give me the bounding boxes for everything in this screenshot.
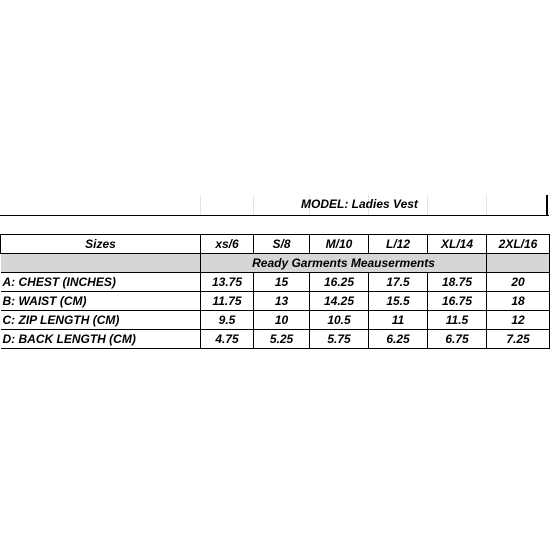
table-cell: 16.75 <box>428 292 487 311</box>
header-cell: 2XL/16 <box>487 235 550 254</box>
table-cell: 13.75 <box>201 273 254 292</box>
table-cell: 5.25 <box>254 330 310 349</box>
header-row <box>1 235 550 254</box>
table-cell: 11.5 <box>428 311 487 330</box>
table-cell: 11 <box>369 311 428 330</box>
table-cell: 11.75 <box>201 292 254 311</box>
row-label: D: BACK LENGTH (CM) <box>1 330 201 349</box>
table-row <box>1 292 550 311</box>
table-cell: 18 <box>487 292 550 311</box>
header-cell: S/8 <box>254 235 310 254</box>
table-cell: 7.25 <box>487 330 550 349</box>
table-cell: 16.25 <box>310 273 369 292</box>
table-cell: 4.75 <box>201 330 254 349</box>
frame-border <box>0 215 549 216</box>
table-cell: 10.5 <box>310 311 369 330</box>
table-cell: 9.5 <box>201 311 254 330</box>
size-chart-table <box>0 234 550 349</box>
frame-border <box>546 195 548 216</box>
table-cell: 6.25 <box>369 330 428 349</box>
row-label: B: WAIST (CM) <box>1 292 201 311</box>
row-label: C: ZIP LENGTH (CM) <box>1 311 201 330</box>
table-row <box>1 311 550 330</box>
subheader-cell: Ready Garments Meauserments <box>201 254 487 273</box>
table-row <box>1 330 550 349</box>
table-cell: 10 <box>254 311 310 330</box>
table-cell: 12 <box>487 311 550 330</box>
header-cell: XL/14 <box>428 235 487 254</box>
header-cell: Sizes <box>1 235 201 254</box>
table-cell: 18.75 <box>428 273 487 292</box>
table-cell: 15.5 <box>369 292 428 311</box>
row-label: A: CHEST (INCHES) <box>1 273 201 292</box>
subheader-blank <box>487 254 550 273</box>
table-cell: 5.75 <box>310 330 369 349</box>
table-cell: 14.25 <box>310 292 369 311</box>
header-cell: L/12 <box>369 235 428 254</box>
table-cell: 20 <box>487 273 550 292</box>
table-cell: 15 <box>254 273 310 292</box>
model-title: MODEL: Ladies Vest <box>301 197 418 211</box>
table-cell: 6.75 <box>428 330 487 349</box>
table-cell: 13 <box>254 292 310 311</box>
header-cell: xs/6 <box>201 235 254 254</box>
table-cell: 17.5 <box>369 273 428 292</box>
header-cell: M/10 <box>310 235 369 254</box>
table-row <box>1 273 550 292</box>
subheader-blank <box>1 254 201 273</box>
subheader-row <box>1 254 550 273</box>
model-row <box>0 197 548 215</box>
